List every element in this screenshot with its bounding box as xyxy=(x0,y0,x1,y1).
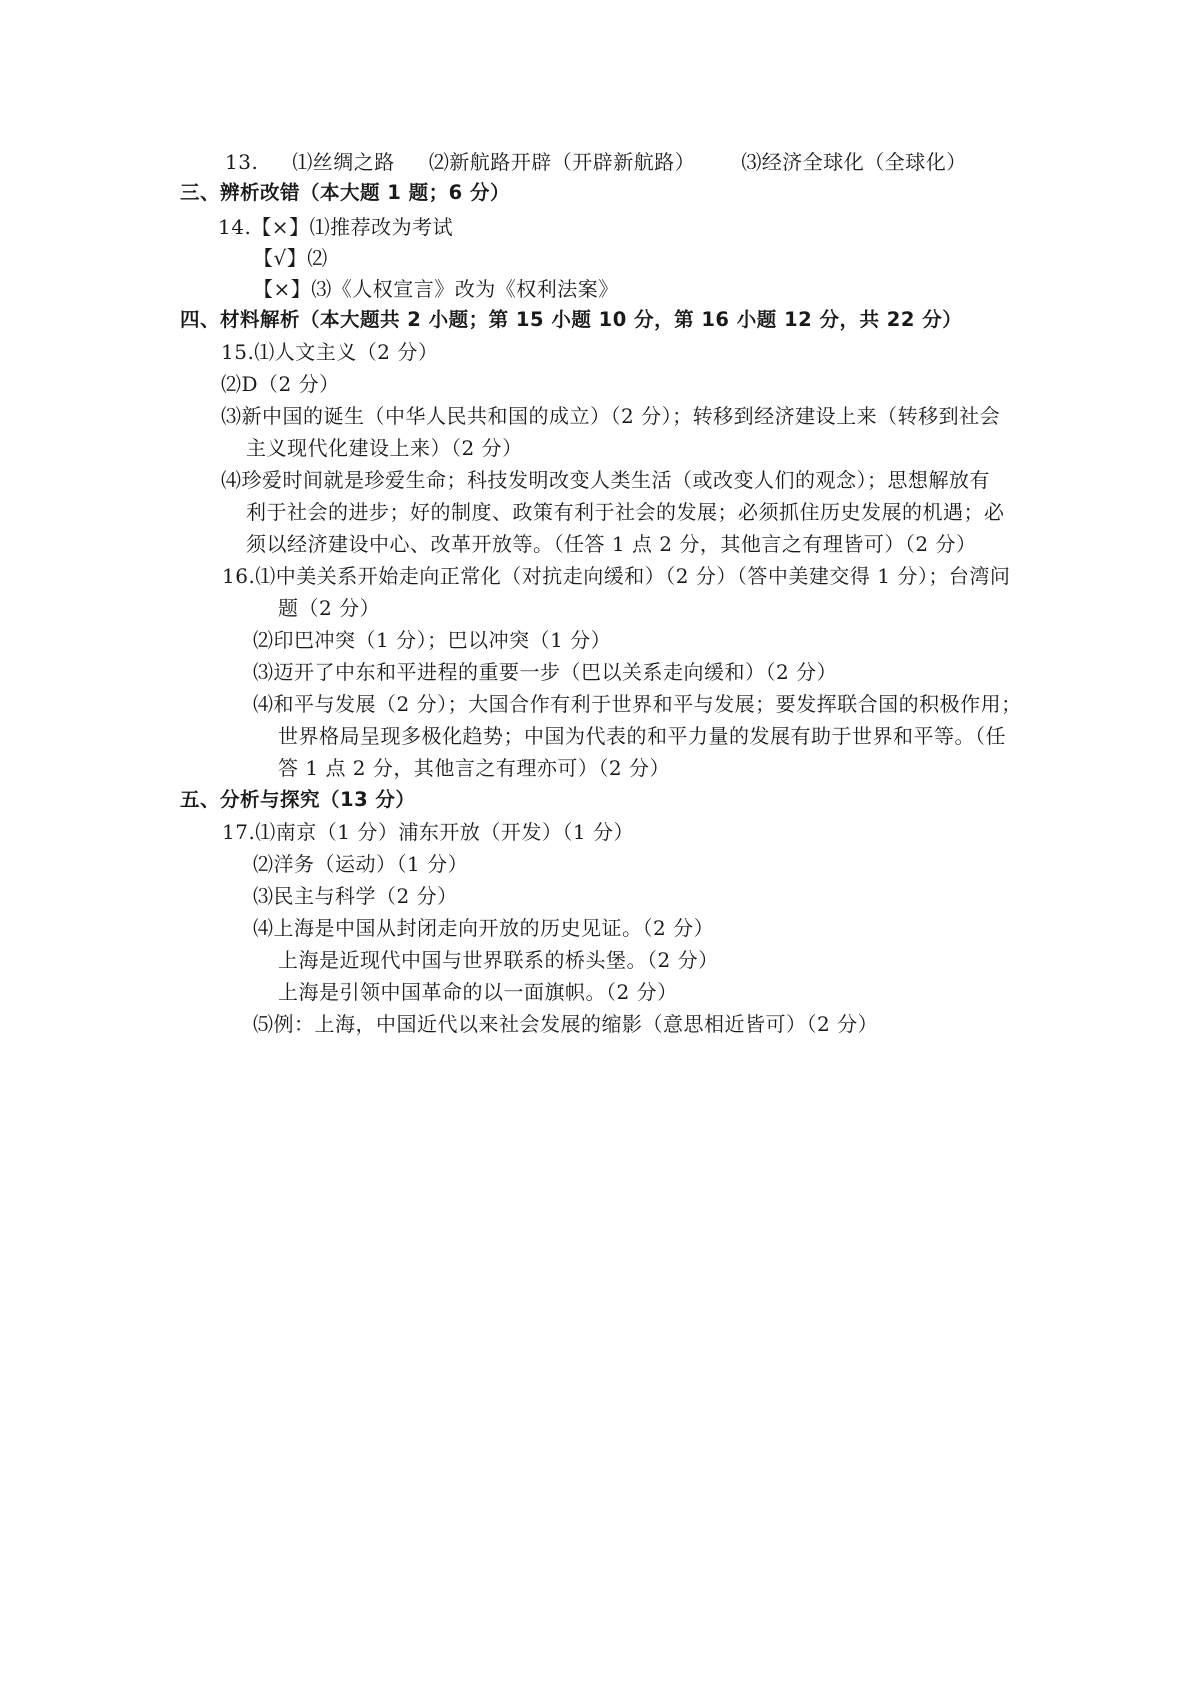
q15-part-1: 15.⑴人文主义（2 分） xyxy=(221,340,439,364)
q16-part-4-cont-1: 世界格局呈现多极化趋势；中国为代表的和平力量的发展有助于世界和平等。（任 xyxy=(278,724,1006,748)
q17-part-4-line-2: 上海是近现代中国与世界联系的桥头堡。（2 分） xyxy=(278,948,719,972)
q14-line-2: 【√】⑵ xyxy=(253,246,328,270)
q16-part-1-cont: 题（2 分） xyxy=(278,596,381,620)
q15-part-4-cont-2: 须以经济建设中心、改革开放等。（任答 1 点 2 分，其他言之有理皆可）（2 分） xyxy=(246,532,977,556)
q13-line xyxy=(225,150,967,174)
q13-answer-3: ⑶经济全球化（全球化） xyxy=(741,150,967,174)
q15-part-3: ⑶新中国的诞生（中华人民共和国的成立）（2 分）；转移到经济建设上来（转移到社会 xyxy=(221,404,1001,428)
q16-part-4: ⑷和平与发展（2 分）；大国合作有利于世界和平与发展；要发挥联合国的积极作用； xyxy=(253,692,1022,716)
q17-part-1: 17.⑴南京（1 分）浦东开放（开发）（1 分） xyxy=(222,820,634,844)
q16-part-1: 16.⑴中美关系开始走向正常化（对抗走向缓和）（2 分）（答中美建交得 1 分）；台湾问 xyxy=(222,564,1011,588)
q17-part-4: ⑷上海是中国从封闭走向开放的历史见证。（2 分） xyxy=(253,916,715,940)
q14-line-1: 14.【×】⑴推荐改为考试 xyxy=(218,215,454,239)
q13-answer-1: ⑴丝绸之路 xyxy=(292,150,395,174)
q17-part-5: ⑸例：上海，中国近代以来社会发展的缩影（意思相近皆可）（2 分） xyxy=(253,1012,879,1036)
q15-part-3-cont: 主义现代化建设上来）（2 分） xyxy=(246,436,523,460)
q17-part-4-line-3: 上海是引领中国革命的以一面旗帜。（2 分） xyxy=(278,980,678,1004)
q16-part-2: ⑵印巴冲突（1 分）；巴以冲突（1 分） xyxy=(253,628,612,652)
q15-part-4: ⑷珍爱时间就是珍爱生命；科技发明改变人类生活（或改变人们的观念）；思想解放有 xyxy=(221,468,990,492)
section-3-heading: 三、辨析改错（本大题 1 题；6 分） xyxy=(180,181,511,204)
section-4-heading: 四、材料解析（本大题共 2 小题；第 15 小题 10 分，第 16 小题 12 分，共 22 分） xyxy=(180,308,963,331)
q15-part-4-cont-1: 利于社会的进步；好的制度、政策有利于社会的发展；必须抓住历史发展的机遇；必 xyxy=(246,500,1005,524)
q17-part-2: ⑵洋务（运动）（1 分） xyxy=(253,852,469,876)
section-5-heading: 五、分析与探究（13 分） xyxy=(180,788,416,811)
q16-part-4-cont-2: 答 1 点 2 分，其他言之有理亦可）（2 分） xyxy=(278,756,670,780)
q16-part-3: ⑶迈开了中东和平进程的重要一步（巴以关系走向缓和）（2 分） xyxy=(253,660,838,684)
q14-line-3: 【×】⑶《人权宣言》改为《权利法案》 xyxy=(253,277,619,301)
q13-answer-2: ⑵新航路开辟（开辟新航路） xyxy=(428,150,696,174)
q17-part-3: ⑶民主与科学（2 分） xyxy=(253,884,458,908)
q15-part-2: ⑵D（2 分） xyxy=(221,372,340,396)
q13-number: 13. xyxy=(225,150,259,174)
